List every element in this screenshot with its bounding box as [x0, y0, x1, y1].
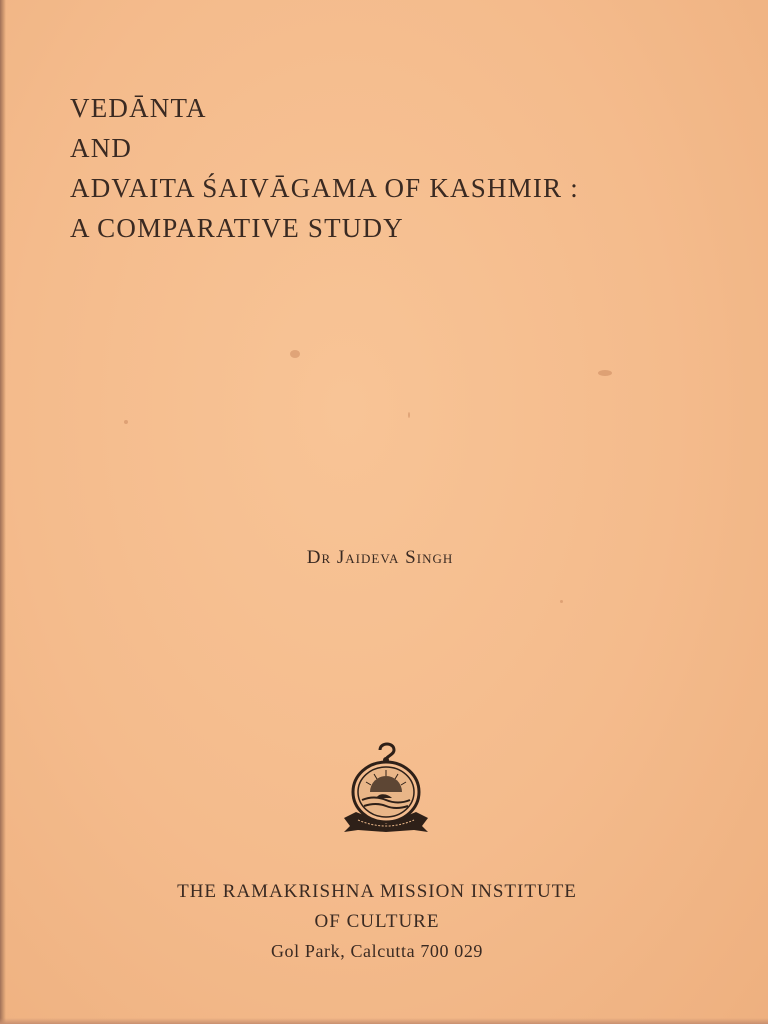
paper-speck — [290, 350, 300, 358]
spine-edge — [0, 0, 6, 1024]
publisher-name-line-2: OF CULTURE — [314, 911, 440, 932]
book-title — [70, 88, 579, 248]
title-line-3: ADVAITA ŚAIVĀGAMA OF KASHMIR : — [70, 173, 579, 203]
paper-speck — [408, 412, 410, 418]
paper-speck — [124, 420, 128, 424]
bottom-edge — [0, 1018, 768, 1024]
publisher-block — [0, 877, 768, 965]
publisher-name-line-1: THE RAMAKRISHNA MISSION INSTITUTE — [177, 881, 577, 902]
author-name: Dr Jaideva Singh — [306, 547, 454, 568]
paper-speck — [598, 370, 612, 376]
publisher-address: Gol Park, Calcutta 700 029 — [270, 941, 484, 961]
title-line-4: A COMPARATIVE STUDY — [70, 213, 404, 243]
title-line-2: AND — [70, 133, 133, 163]
title-line-1: VEDĀNTA — [70, 93, 207, 123]
ramakrishna-mission-emblem-icon — [336, 740, 436, 835]
paper-speck — [560, 600, 563, 603]
